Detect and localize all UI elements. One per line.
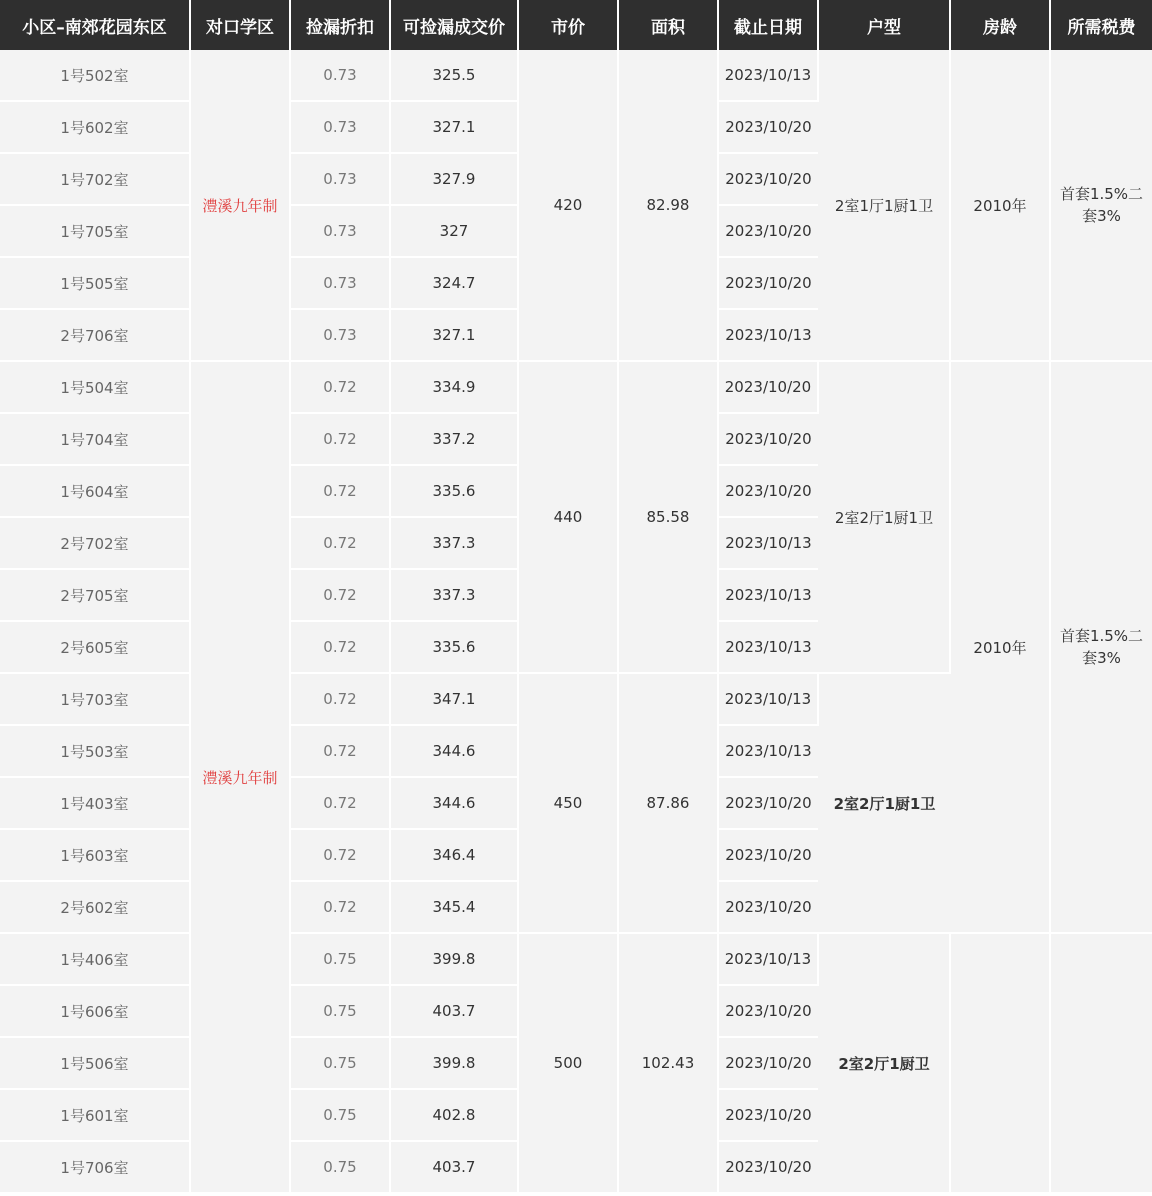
area-cell: 85.58 — [618, 361, 718, 673]
col-header-layout: 户型 — [818, 0, 950, 50]
deal-price-cell: 399.8 — [390, 933, 518, 985]
deadline-cell: 2023/10/13 — [718, 673, 818, 725]
discount-cell: 0.75 — [290, 1089, 390, 1141]
unit-cell: 1号504室 — [0, 361, 190, 413]
deal-price-cell: 346.4 — [390, 829, 518, 881]
discount-cell: 0.73 — [290, 205, 390, 257]
deal-price-cell: 403.7 — [390, 985, 518, 1037]
house-age-cell — [950, 933, 1050, 1193]
deal-price-cell: 337.2 — [390, 413, 518, 465]
discount-cell: 0.75 — [290, 1037, 390, 1089]
unit-cell: 1号705室 — [0, 205, 190, 257]
deal-price-cell: 327.9 — [390, 153, 518, 205]
deadline-cell: 2023/10/20 — [718, 361, 818, 413]
unit-cell: 1号403室 — [0, 777, 190, 829]
col-header-tax: 所需税费 — [1050, 0, 1152, 50]
unit-cell: 1号706室 — [0, 1141, 190, 1193]
area-cell: 102.43 — [618, 933, 718, 1193]
school-district-cell: 澧溪九年制 — [190, 361, 290, 1193]
discount-cell: 0.73 — [290, 50, 390, 101]
deadline-cell: 2023/10/13 — [718, 309, 818, 361]
unit-cell: 2号605室 — [0, 621, 190, 673]
deadline-cell: 2023/10/20 — [718, 205, 818, 257]
layout-cell: 2室2厅1厨1卫 — [818, 673, 950, 933]
tax-cell: 首套1.5%二套3% — [1050, 361, 1152, 933]
discount-cell: 0.72 — [290, 569, 390, 621]
deadline-cell: 2023/10/20 — [718, 777, 818, 829]
unit-cell: 1号703室 — [0, 673, 190, 725]
deal-price-cell: 345.4 — [390, 881, 518, 933]
discount-cell: 0.75 — [290, 933, 390, 985]
deadline-cell: 2023/10/20 — [718, 153, 818, 205]
table-row — [0, 361, 1152, 413]
layout-cell: 2室2厅1厨1卫 — [818, 361, 950, 673]
discount-cell: 0.72 — [290, 829, 390, 881]
discount-cell: 0.73 — [290, 257, 390, 309]
discount-cell: 0.75 — [290, 985, 390, 1037]
area-cell: 87.86 — [618, 673, 718, 933]
col-header-discount: 捡漏折扣 — [290, 0, 390, 50]
layout-cell: 2室2厅1厨卫 — [818, 933, 950, 1193]
tax-cell — [1050, 933, 1152, 1193]
deal-price-cell: 324.7 — [390, 257, 518, 309]
deadline-cell: 2023/10/20 — [718, 985, 818, 1037]
col-header-school-district: 对口学区 — [190, 0, 290, 50]
market-price-cell: 450 — [518, 673, 618, 933]
unit-cell: 1号505室 — [0, 257, 190, 309]
deadline-cell: 2023/10/20 — [718, 829, 818, 881]
unit-cell: 1号704室 — [0, 413, 190, 465]
deadline-cell: 2023/10/13 — [718, 621, 818, 673]
discount-cell: 0.72 — [290, 725, 390, 777]
deal-price-cell: 403.7 — [390, 1141, 518, 1193]
deal-price-cell: 344.6 — [390, 725, 518, 777]
discount-cell: 0.72 — [290, 881, 390, 933]
discount-cell: 0.72 — [290, 621, 390, 673]
discount-cell: 0.72 — [290, 517, 390, 569]
deadline-cell: 2023/10/20 — [718, 1089, 818, 1141]
col-header-market-price: 市价 — [518, 0, 618, 50]
deal-price-cell: 327.1 — [390, 309, 518, 361]
deal-price-cell: 334.9 — [390, 361, 518, 413]
discount-cell: 0.72 — [290, 777, 390, 829]
discount-cell: 0.73 — [290, 101, 390, 153]
layout-cell: 2室1厅1厨1卫 — [818, 50, 950, 361]
deal-price-cell: 337.3 — [390, 517, 518, 569]
deal-price-cell: 402.8 — [390, 1089, 518, 1141]
unit-cell: 1号702室 — [0, 153, 190, 205]
deal-price-cell: 344.6 — [390, 777, 518, 829]
unit-cell: 1号506室 — [0, 1037, 190, 1089]
deadline-cell: 2023/10/13 — [718, 569, 818, 621]
house-age-cell: 2010年 — [950, 50, 1050, 361]
deadline-cell: 2023/10/20 — [718, 1037, 818, 1089]
house-age-cell: 2010年 — [950, 361, 1050, 933]
header-row — [0, 0, 1152, 50]
unit-cell: 1号606室 — [0, 985, 190, 1037]
deadline-cell: 2023/10/13 — [718, 50, 818, 101]
unit-cell: 1号503室 — [0, 725, 190, 777]
discount-cell: 0.72 — [290, 465, 390, 517]
unit-cell: 1号502室 — [0, 50, 190, 101]
deal-price-cell: 335.6 — [390, 621, 518, 673]
table-row — [0, 933, 1152, 985]
deadline-cell: 2023/10/20 — [718, 413, 818, 465]
discount-cell: 0.72 — [290, 673, 390, 725]
discount-cell: 0.73 — [290, 153, 390, 205]
deal-price-cell: 327 — [390, 205, 518, 257]
col-header-deadline: 截止日期 — [718, 0, 818, 50]
deal-price-cell: 347.1 — [390, 673, 518, 725]
deadline-cell: 2023/10/13 — [718, 725, 818, 777]
unit-cell: 1号602室 — [0, 101, 190, 153]
col-header-community: 小区–南郊花园东区 — [0, 0, 190, 50]
col-header-house-age: 房龄 — [950, 0, 1050, 50]
unit-cell: 1号601室 — [0, 1089, 190, 1141]
market-price-cell: 500 — [518, 933, 618, 1193]
col-header-area: 面积 — [618, 0, 718, 50]
discount-cell: 0.72 — [290, 413, 390, 465]
tax-cell: 首套1.5%二套3% — [1050, 50, 1152, 361]
deal-price-cell: 337.3 — [390, 569, 518, 621]
market-price-cell: 420 — [518, 50, 618, 361]
discount-cell: 0.72 — [290, 361, 390, 413]
deal-price-cell: 325.5 — [390, 50, 518, 101]
area-cell: 82.98 — [618, 50, 718, 361]
deadline-cell: 2023/10/13 — [718, 517, 818, 569]
deal-price-cell: 399.8 — [390, 1037, 518, 1089]
deadline-cell: 2023/10/13 — [718, 933, 818, 985]
deadline-cell: 2023/10/20 — [718, 465, 818, 517]
col-header-deal-price: 可捡漏成交价 — [390, 0, 518, 50]
table-row — [0, 50, 1152, 101]
deadline-cell: 2023/10/20 — [718, 101, 818, 153]
deadline-cell: 2023/10/20 — [718, 881, 818, 933]
school-district-cell: 澧溪九年制 — [190, 50, 290, 361]
deal-price-cell: 335.6 — [390, 465, 518, 517]
unit-cell: 2号602室 — [0, 881, 190, 933]
discount-cell: 0.75 — [290, 1141, 390, 1193]
discount-cell: 0.73 — [290, 309, 390, 361]
unit-cell: 1号603室 — [0, 829, 190, 881]
unit-cell: 2号706室 — [0, 309, 190, 361]
unit-cell: 1号406室 — [0, 933, 190, 985]
unit-cell: 2号705室 — [0, 569, 190, 621]
unit-cell: 1号604室 — [0, 465, 190, 517]
deal-price-cell: 327.1 — [390, 101, 518, 153]
market-price-cell: 440 — [518, 361, 618, 673]
deadline-cell: 2023/10/20 — [718, 1141, 818, 1193]
deadline-cell: 2023/10/20 — [718, 257, 818, 309]
unit-cell: 2号702室 — [0, 517, 190, 569]
